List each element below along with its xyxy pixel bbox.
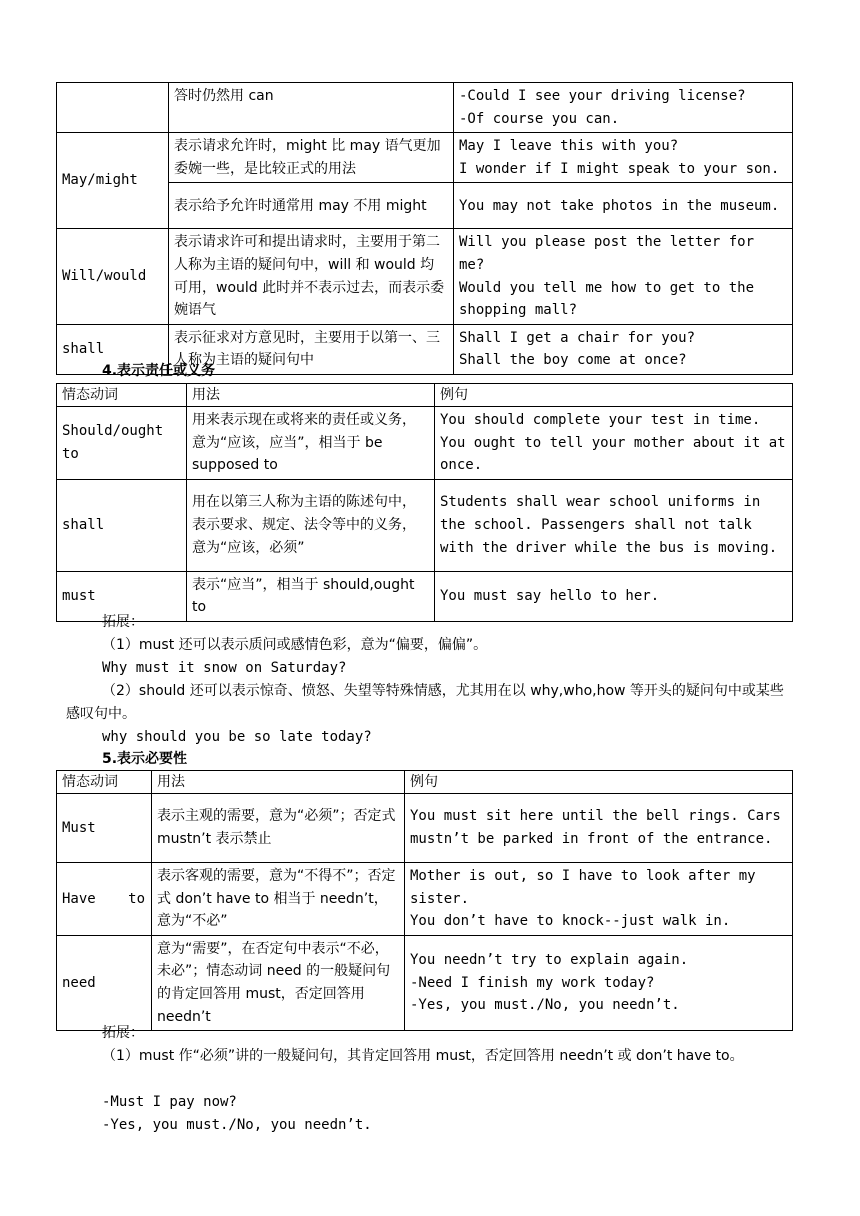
usage-cell: 表示“应当”，相当于 should,ought to (187, 571, 435, 621)
table-cell (57, 83, 169, 133)
column-header: 情态动词 (57, 771, 152, 794)
table-header-row (57, 384, 793, 407)
example-line: Would you tell me how to get to the shopping mall? (459, 279, 755, 319)
table-row (57, 863, 793, 936)
usage-cell: 表示请求允许时，might 比 may 语气更加委婉一些，是比较正式的用法 (169, 133, 454, 183)
column-header: 例句 (435, 384, 793, 407)
extension-note: （1）must 还可以表示质问或感情色彩，意为“偏要，偏偏”。 (102, 637, 488, 653)
example-cell: You should complete your test in time. You ought to tell your mother about it at once. (435, 407, 793, 480)
verb-cell: shall (57, 324, 169, 374)
necessity-table (56, 770, 793, 1031)
table-row (57, 571, 793, 621)
verb-cell: need (57, 935, 152, 1030)
example-cell: You may not take photos in the museum. (454, 183, 793, 229)
example-line: Shall I get a chair for you? (459, 329, 696, 346)
extension-note: （1）must 作“必须”讲的一般疑问句，其肯定回答用 must，否定回答用 needn’t 或 don’t have to。 (102, 1048, 744, 1064)
verb-cell: shall (57, 479, 187, 571)
example-cell (454, 324, 793, 374)
example-cell: You must say hello to her. (435, 571, 793, 621)
extension-example: Why must it snow on Saturday? (102, 660, 347, 676)
example-line: I wonder if I might speak to your son. (459, 160, 780, 177)
extension-example: why should you be so late today? (102, 729, 372, 745)
example-line: -Of course you can. (459, 110, 620, 127)
verb-label: Have to (62, 890, 146, 907)
usage-cell: 表示主观的需要，意为“必须”；否定式 mustn’t 表示禁止 (152, 794, 405, 863)
usage-cell: 表示客观的需要，意为“不得不”；否定式 don’t have to 相当于 needn’t，意为“不必” (152, 863, 405, 936)
extension-label: 拓展： (102, 1025, 144, 1041)
table-row (57, 83, 793, 133)
example-cell: You must sit here until the bell rings. Cars mustn’t be parked in front of the entrance. (405, 794, 793, 863)
extension-note: （2）should 还可以表示惊奇、愤怒、失望等特殊情感，尤其用在以 why,who,how 等开头的疑问句中或某些感叹句中。 (66, 683, 784, 722)
table-row (57, 229, 793, 324)
table-header-row (57, 771, 793, 794)
example-line: May I leave this with you? (459, 138, 679, 155)
example-cell (405, 863, 793, 936)
obligation-table (56, 383, 793, 622)
verb-cell: Will/would (57, 229, 169, 324)
table-row (57, 479, 793, 571)
table-row (57, 935, 793, 1030)
verb-cell: must (57, 571, 187, 621)
column-header: 例句 (405, 771, 793, 794)
table-row (57, 794, 793, 863)
example-line: -Yes, you must./No, you needn’t. (410, 997, 680, 1014)
usage-cell: 表示给予允许时通常用 may 不用 might (169, 183, 454, 229)
usage-cell: 表示请求许可和提出请求时，主要用于第二人称为主语的疑问句中，will 和 would 均可用，would 此时并不表示过去，而表示委婉语气 (169, 229, 454, 324)
example-line: -Need I finish my work today? (410, 974, 655, 991)
example-line: You don’t have to knock--just walk in. (410, 913, 731, 930)
extension-example: -Must I pay now? (102, 1094, 237, 1110)
verb-cell: May/might (57, 133, 169, 229)
table-row (57, 133, 793, 183)
usage-cell: 意为“需要”，在否定句中表示“不必，未必”；情态动词 need 的一般疑问句的肯定回答用 must，否定回答用 needn’t (152, 935, 405, 1030)
example-cell: Students shall wear school uniforms in the school. Passengers shall not talk with the driver while the bus is moving. (435, 479, 793, 571)
verb-cell: Must (57, 794, 152, 863)
usage-cell: 答时仍然用 can (169, 83, 454, 133)
example-cell (405, 935, 793, 1030)
example-cell (454, 83, 793, 133)
example-line: -Could I see your driving license? (459, 88, 746, 104)
example-cell (454, 229, 793, 324)
example-cell (454, 133, 793, 183)
verb-cell: Should/ought to (57, 407, 187, 480)
column-header: 用法 (152, 771, 405, 794)
example-line: Shall the boy come at once? (459, 352, 687, 369)
usage-cell: 表示征求对方意见时，主要用于以第一、三人称为主语的疑问句中 (169, 324, 454, 374)
extension-label: 拓展： (102, 614, 144, 630)
section-heading: 5.表示必要性 (102, 751, 188, 767)
permission-table (56, 82, 793, 375)
usage-cell: 用在以第三人称为主语的陈述句中，表示要求、规定、法令等中的义务，意为“应该，必须” (187, 479, 435, 571)
example-line: Mother is out, so I have to look after my sister. (410, 868, 756, 907)
verb-cell (57, 863, 152, 936)
table-row (57, 407, 793, 480)
section-heading: 4.表示责任或义务 (102, 363, 216, 379)
extension-example: -Yes, you must./No, you needn’t. (102, 1117, 372, 1133)
column-header: 用法 (187, 384, 435, 407)
column-header: 情态动词 (57, 384, 187, 407)
example-line: You needn’t try to explain again. (410, 952, 689, 969)
example-line: Will you please post the letter for me? (459, 234, 755, 273)
usage-cell: 用来表示现在或将来的责任或义务，意为“应该，应当”，相当于 be supposed to (187, 407, 435, 480)
